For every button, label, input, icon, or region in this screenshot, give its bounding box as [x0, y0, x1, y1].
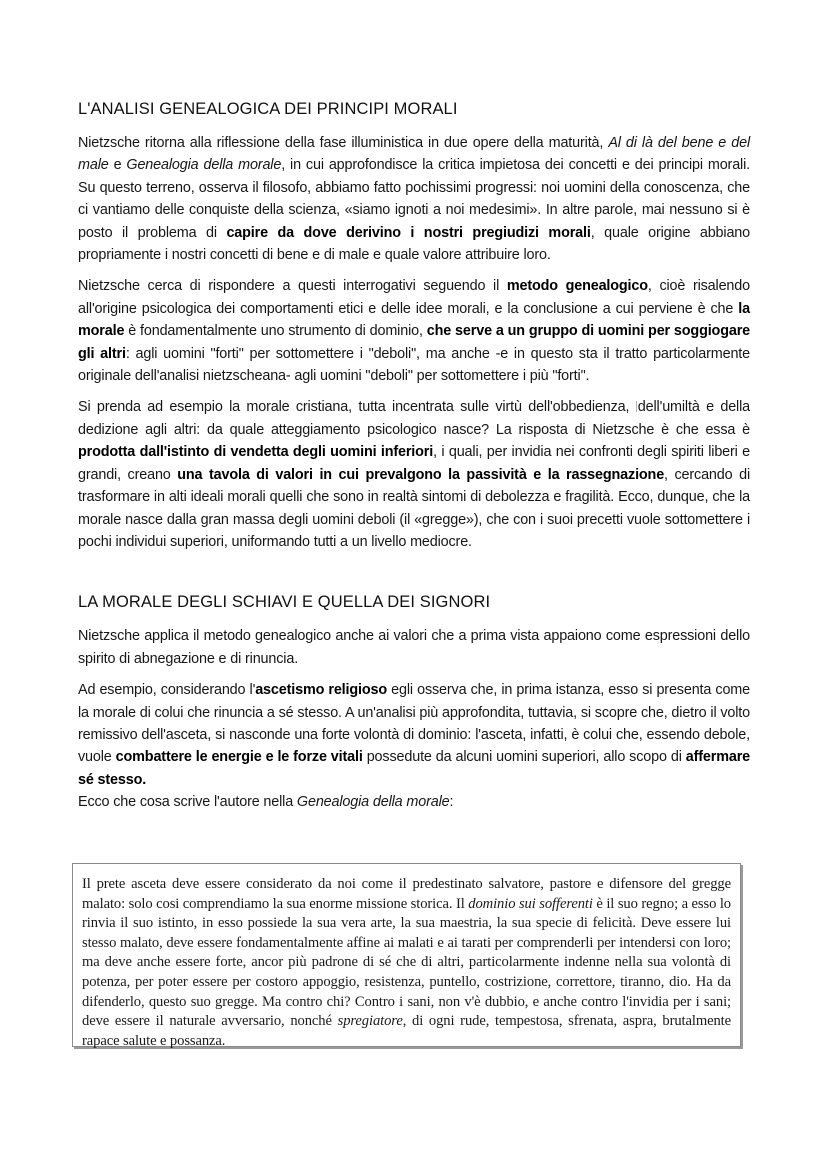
section-heading-genealogical-analysis: L'ANALISI GENEALOGICA DEI PRINCIPI MORALI [78, 100, 458, 118]
text-cursor-mark [636, 401, 637, 412]
emphasis-vital-forces: combattere le energie e le forze vitali [115, 749, 363, 766]
emphasis-instinct-of-revenge: prodotta dall'istinto di vendetta degli uomini inferiori [78, 444, 434, 461]
emphasis-despiser: spregiatore [337, 1013, 403, 1030]
paragraph-christian-morality: Si prenda ad esempio la morale cristiana, tutta incentrata sulle virtù dell'obbedienza, dell'umiltà e della dedizione agli altri: da quale atteggiamento psicologico nasce? La risposta di Nietzsche è che essa è prodotta dall'istinto di vendetta degli uomini inferiori, i quali, per invidia nei confronti degli spiriti liberi e grandi, creano una tavola di valori in cui prevalgono la passività e la rassegnazione, cercando di trasformare in alti ideali morali quelli che sono in realtà sintomi di debolezza e fragilità. Ecco, dunque, che la morale nasce dalla gran massa degli uomini deboli (il «gregge»), che con i suoi precetti vuole sottomettere i pochi individui superiori, uniformando tutti a un livello mediocre. [78, 399, 751, 550]
emphasis-moral-prejudices: capire da dove derivino i nostri pregiudizi morali [226, 224, 591, 241]
emphasis-dominion-over-sufferers: dominio sui sofferenti [468, 895, 593, 912]
emphasis-genealogical-method: metodo genealogico [506, 278, 648, 295]
book-title-beyond-good-and-evil: Al di là del bene e del male [78, 135, 750, 174]
paragraph-abnegation: Nietzsche applica il metodo genealogico anche ai valori che a prima vista appaiono come espressioni dello spirito di abnegazione e di rinuncia. [78, 628, 750, 667]
quotation-box [72, 863, 741, 1047]
paragraph-intro: Nietzsche ritorna alla riflessione della fase illuministica in due opere della maturità, Al di là del bene e del male e Genealogia della morale, in cui approfondisce la critica impietosa dei concetti e dei principi morali. Su questo terreno, osserva il filosofo, abbiamo fatto pochissimi progressi: noi uomini della conoscenza, che ci vantiamo delle conquiste della scienza, «siamo ignoti a noi medesimi». In altre parole, mai nessuno si è posto il problema di capire da dove derivino i nostri pregiudizi morali, quale origine abbiano propriamente i nostri concetti di bene e di male e quale valore attribuire loro. [78, 135, 751, 264]
quotation-text: Il prete asceta deve essere considerato da noi come il predestinato salvatore, pastore e difensore del gregge malato: solo cosi comprendiamo la sua enorme missione storica. Il dominio sui sofferenti è il suo regno; a esso lo rinvia il suo istinto, in esso possiede la sua vera arte, la sua maestria, la sua specie di felicità. Deve essere lui stesso malato, deve essere fondamentalmente affine ai malati e ai tarati per comprenderli per intendersi con loro; ma deve anche essere forte, ancor più padrone di sé che di altri, particolarmente indenne nella sua volontà di potenza, per poter essere per costoro appoggio, resistenza, puntello, costrizione, correttore, tiranno, dio. Ha da difenderlo, questo suo gregge. Ma contro chi? Contro i sani, non v'è dubbio, e anche contro l'invidia per i sani; deve essere il naturale avversario, nonché spregiatore, di ogni rude, tempestosa, sfrenata, aspra, brutalmente rapace salute e possanza. [82, 876, 731, 1049]
book-title-genealogy-of-morals-2: Genealogia della morale [296, 794, 450, 811]
emphasis-affirm-self: affermare sé stesso. [78, 749, 750, 788]
section-heading-slave-and-master-morality: LA MORALE DEGLI SCHIAVI E QUELLA DEI SIGNORI [78, 593, 491, 612]
emphasis-table-of-values: una tavola di valori in cui prevalgono la passività e la rassegnazione [177, 466, 665, 483]
emphasis-subjugation: che serve a un gruppo di uomini per soggiogare gli altri [78, 323, 750, 362]
paragraph-asceticism: Ad esempio, considerando l'ascetismo religioso egli osserva che, in prima istanza, esso si presenta come la morale di colui che rinuncia a sé stesso. A un'analisi più approfondita, tuttavia, si scopre che, dietro il volto remissivo dell'asceta, si nasconde una forte volontà di dominio: l'asceta, infatti, è colui che, essendo debole, vuole combattere le energie e le forze vitali possedute da alcuni uomini superiori, allo scopo di affermare sé stesso. [78, 682, 750, 788]
paragraph-genealogical-method: Nietzsche cerca di rispondere a questi interrogativi seguendo il metodo genealogico, cioè risalendo all'origine psicologica dei comportamenti etici e delle idee morali, e la conclusione a cui perviene è che la morale è fondamentalmente uno strumento di dominio, che serve a un gruppo di uomini per soggiogare gli altri: agli uomini "forti" per sottomettere i "deboli", ma anche -e in questo sta il tratto particolarmente originale dell'analisi nietzscheana- agli uomini "deboli" per sottomettere i più "forti". [78, 278, 750, 385]
emphasis-religious-asceticism: ascetismo religioso [255, 682, 387, 699]
document-body [78, 98, 750, 814]
emphasis-morality: la morale [78, 300, 750, 340]
paragraph-quote-intro: Ecco che cosa scrive l'autore nella Genealogia della morale: [78, 794, 454, 811]
book-title-genealogy-of-morals: Genealogia della morale [126, 157, 282, 174]
